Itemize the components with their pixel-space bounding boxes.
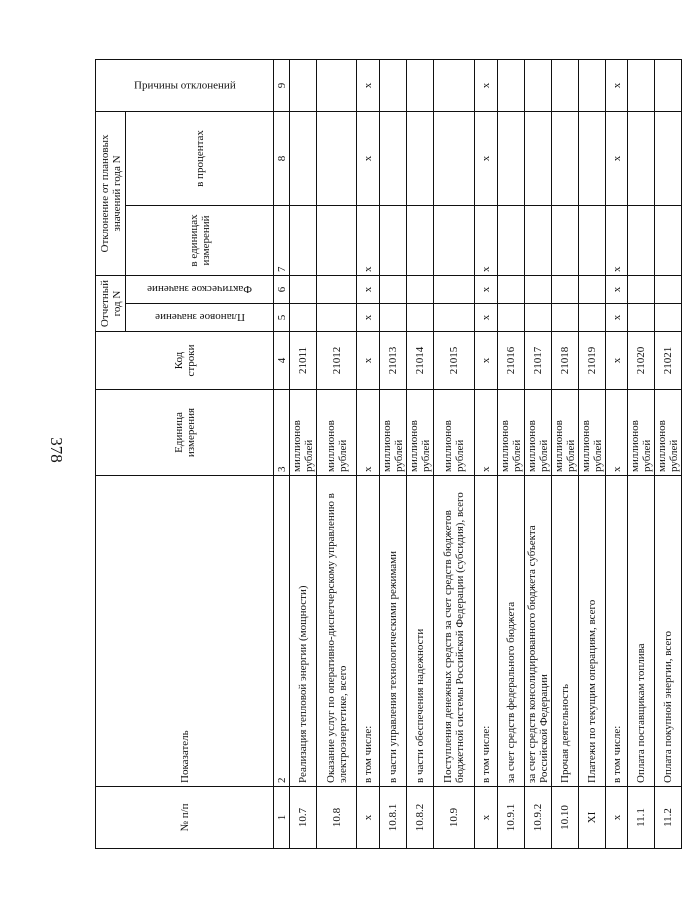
cell-num: XI xyxy=(579,787,606,849)
table-row xyxy=(380,59,407,848)
cell-unit: x xyxy=(475,390,498,476)
cell-code: 21013 xyxy=(380,332,407,390)
cell-planned xyxy=(655,304,682,332)
cell-planned xyxy=(380,304,407,332)
cell-num: 10.7 xyxy=(290,787,317,849)
cell-actual xyxy=(655,275,682,303)
cell-code: x xyxy=(357,332,380,390)
cell-dev-percent xyxy=(380,111,407,205)
table-row xyxy=(552,59,579,848)
cell-unit: миллионов рублей xyxy=(552,390,579,476)
header-dev-units: в единицах измерений xyxy=(126,205,274,275)
cell-code: 21018 xyxy=(552,332,579,390)
cell-unit: миллионов рублей xyxy=(579,390,606,476)
cell-actual xyxy=(552,275,579,303)
cell-actual xyxy=(290,275,317,303)
cell-dev-units xyxy=(498,205,525,275)
cell-num: 10.8.2 xyxy=(407,787,434,849)
cell-dev-percent xyxy=(317,111,357,205)
cell-unit: миллионов рублей xyxy=(434,390,475,476)
cell-planned xyxy=(628,304,655,332)
header-dev-percent: в процентах xyxy=(126,111,274,205)
cell-unit: миллионов рублей xyxy=(290,390,317,476)
col-number: 6 xyxy=(274,275,290,303)
table-body xyxy=(290,59,682,848)
cell-dev-percent xyxy=(579,111,606,205)
col-number: 5 xyxy=(274,304,290,332)
header-deviation: Отклонение от плановых значений года N xyxy=(96,111,126,275)
cell-name: Оплата поставщикам топлива xyxy=(628,476,655,787)
cell-actual: x xyxy=(606,275,628,303)
page-number: 378 xyxy=(47,437,66,463)
cell-dev-units: x xyxy=(475,205,498,275)
cell-num: 10.9.1 xyxy=(498,787,525,849)
table-row xyxy=(317,59,357,848)
cell-dev-units xyxy=(628,205,655,275)
cell-planned xyxy=(525,304,552,332)
cell-planned xyxy=(290,304,317,332)
cell-num: x xyxy=(606,787,628,849)
cell-dev-units xyxy=(655,205,682,275)
cell-reason xyxy=(407,59,434,111)
cell-name: Реализация тепловой энергии (мощности) xyxy=(290,476,317,787)
cell-name: за счет средств консолидированного бюджета субъекта Российской Федерации xyxy=(525,476,552,787)
cell-code: 21015 xyxy=(434,332,475,390)
cell-dev-percent xyxy=(498,111,525,205)
cell-planned xyxy=(498,304,525,332)
cell-num: 10.8 xyxy=(317,787,357,849)
cell-code: 21021 xyxy=(655,332,682,390)
cell-unit: миллионов рублей xyxy=(628,390,655,476)
header-reason: Причины отклонений xyxy=(96,59,274,111)
cell-dev-units xyxy=(434,205,475,275)
rotated-table-area xyxy=(95,60,680,849)
cell-actual xyxy=(525,275,552,303)
cell-actual xyxy=(579,275,606,303)
cell-name: Оказание услуг по оперативно-диспетчерскому управлению в электроэнергетике, всего xyxy=(317,476,357,787)
table-row xyxy=(579,59,606,848)
cell-name: в том числе: xyxy=(606,476,628,787)
cell-name: за счет средств федерального бюджета xyxy=(498,476,525,787)
cell-name: в части обеспечения надежности xyxy=(407,476,434,787)
table-row xyxy=(290,59,317,848)
header-planned: Плановое значение xyxy=(126,304,274,332)
cell-name: Оплата покупной энергии, всего xyxy=(655,476,682,787)
cell-planned xyxy=(317,304,357,332)
cell-dev-percent xyxy=(552,111,579,205)
cell-actual: x xyxy=(475,275,498,303)
cell-planned xyxy=(552,304,579,332)
cell-dev-units xyxy=(290,205,317,275)
col-number: 4 xyxy=(274,332,290,390)
cell-dev-units xyxy=(525,205,552,275)
table-row xyxy=(475,59,498,848)
cell-reason xyxy=(290,59,317,111)
cell-planned: x xyxy=(606,304,628,332)
cell-dev-percent xyxy=(434,111,475,205)
cell-actual xyxy=(628,275,655,303)
cell-code: 21012 xyxy=(317,332,357,390)
cell-dev-units xyxy=(407,205,434,275)
cell-num: 10.9.2 xyxy=(525,787,552,849)
cell-num: 10.8.1 xyxy=(380,787,407,849)
table-row xyxy=(525,59,552,848)
cell-dev-units: x xyxy=(606,205,628,275)
cell-dev-units xyxy=(552,205,579,275)
cell-actual: x xyxy=(357,275,380,303)
cell-name: Прочая деятельность xyxy=(552,476,579,787)
cell-dev-units xyxy=(317,205,357,275)
col-number: 2 xyxy=(274,476,290,787)
table-row xyxy=(357,59,380,848)
cell-dev-units xyxy=(579,205,606,275)
col-number: 7 xyxy=(274,205,290,275)
cell-planned xyxy=(407,304,434,332)
cell-actual xyxy=(498,275,525,303)
cell-reason xyxy=(628,59,655,111)
cell-reason xyxy=(655,59,682,111)
cell-unit: миллионов рублей xyxy=(655,390,682,476)
cell-unit: миллионов рублей xyxy=(380,390,407,476)
cell-dev-units xyxy=(380,205,407,275)
cell-unit: x xyxy=(606,390,628,476)
cell-code: 21014 xyxy=(407,332,434,390)
cell-unit: миллионов рублей xyxy=(525,390,552,476)
col-number: 8 xyxy=(274,111,290,205)
cell-dev-percent: x xyxy=(475,111,498,205)
cell-dev-units: x xyxy=(357,205,380,275)
cell-code: 21011 xyxy=(290,332,317,390)
cell-actual xyxy=(434,275,475,303)
cell-actual xyxy=(407,275,434,303)
cell-num: 10.9 xyxy=(434,787,475,849)
cell-dev-percent: x xyxy=(606,111,628,205)
table-rotator xyxy=(95,60,680,849)
cell-unit: миллионов рублей xyxy=(407,390,434,476)
cell-unit: миллионов рублей xyxy=(317,390,357,476)
cell-reason xyxy=(579,59,606,111)
cell-num: x xyxy=(357,787,380,849)
header-code: Код строки xyxy=(96,332,274,390)
cell-reason xyxy=(552,59,579,111)
cell-reason: x xyxy=(475,59,498,111)
header-reporting-year: Отчетный год N xyxy=(96,275,126,331)
col-number: 1 xyxy=(274,787,290,849)
cell-num: x xyxy=(475,787,498,849)
cell-reason: x xyxy=(606,59,628,111)
cell-name: в том числе: xyxy=(357,476,380,787)
header-indicator: Показатель xyxy=(96,476,274,787)
cell-code: x xyxy=(475,332,498,390)
cell-name: Платежи по текущим операциям, всего xyxy=(579,476,606,787)
cell-name: в части управления технологическими режимами xyxy=(380,476,407,787)
cell-reason xyxy=(525,59,552,111)
table-row xyxy=(655,59,682,848)
cell-actual xyxy=(380,275,407,303)
cell-planned: x xyxy=(357,304,380,332)
cell-planned: x xyxy=(475,304,498,332)
cell-code: 21017 xyxy=(525,332,552,390)
header-actual: Фактическое значение xyxy=(126,275,274,303)
cell-num: 11.1 xyxy=(628,787,655,849)
table-row xyxy=(628,59,655,848)
table-row xyxy=(606,59,628,848)
col-number: 3 xyxy=(274,390,290,476)
cell-name: в том числе: xyxy=(475,476,498,787)
cell-code: 21020 xyxy=(628,332,655,390)
cell-dev-percent xyxy=(655,111,682,205)
cell-num: 11.2 xyxy=(655,787,682,849)
cell-reason xyxy=(498,59,525,111)
table-row xyxy=(434,59,475,848)
cell-code: 21016 xyxy=(498,332,525,390)
cell-planned xyxy=(579,304,606,332)
cell-reason: x xyxy=(357,59,380,111)
cell-name: Поступления денежных средств за счет средств бюджетов бюджетной системы Российской Федерации (субсидия), всего xyxy=(434,476,475,787)
cell-code: 21019 xyxy=(579,332,606,390)
header-num: № п/п xyxy=(96,787,274,849)
cell-reason xyxy=(380,59,407,111)
table-row xyxy=(407,59,434,848)
cell-planned xyxy=(434,304,475,332)
cell-code: x xyxy=(606,332,628,390)
report-table xyxy=(95,59,682,849)
cell-dev-percent xyxy=(525,111,552,205)
cell-unit: x xyxy=(357,390,380,476)
cell-reason xyxy=(317,59,357,111)
cell-dev-percent xyxy=(290,111,317,205)
table-row xyxy=(498,59,525,848)
cell-dev-percent xyxy=(628,111,655,205)
cell-dev-percent: x xyxy=(357,111,380,205)
cell-unit: миллионов рублей xyxy=(498,390,525,476)
header-unit: Единица измерения xyxy=(96,390,274,476)
cell-num: 10.10 xyxy=(552,787,579,849)
col-number: 9 xyxy=(274,59,290,111)
cell-actual xyxy=(317,275,357,303)
cell-dev-percent xyxy=(407,111,434,205)
cell-reason xyxy=(434,59,475,111)
